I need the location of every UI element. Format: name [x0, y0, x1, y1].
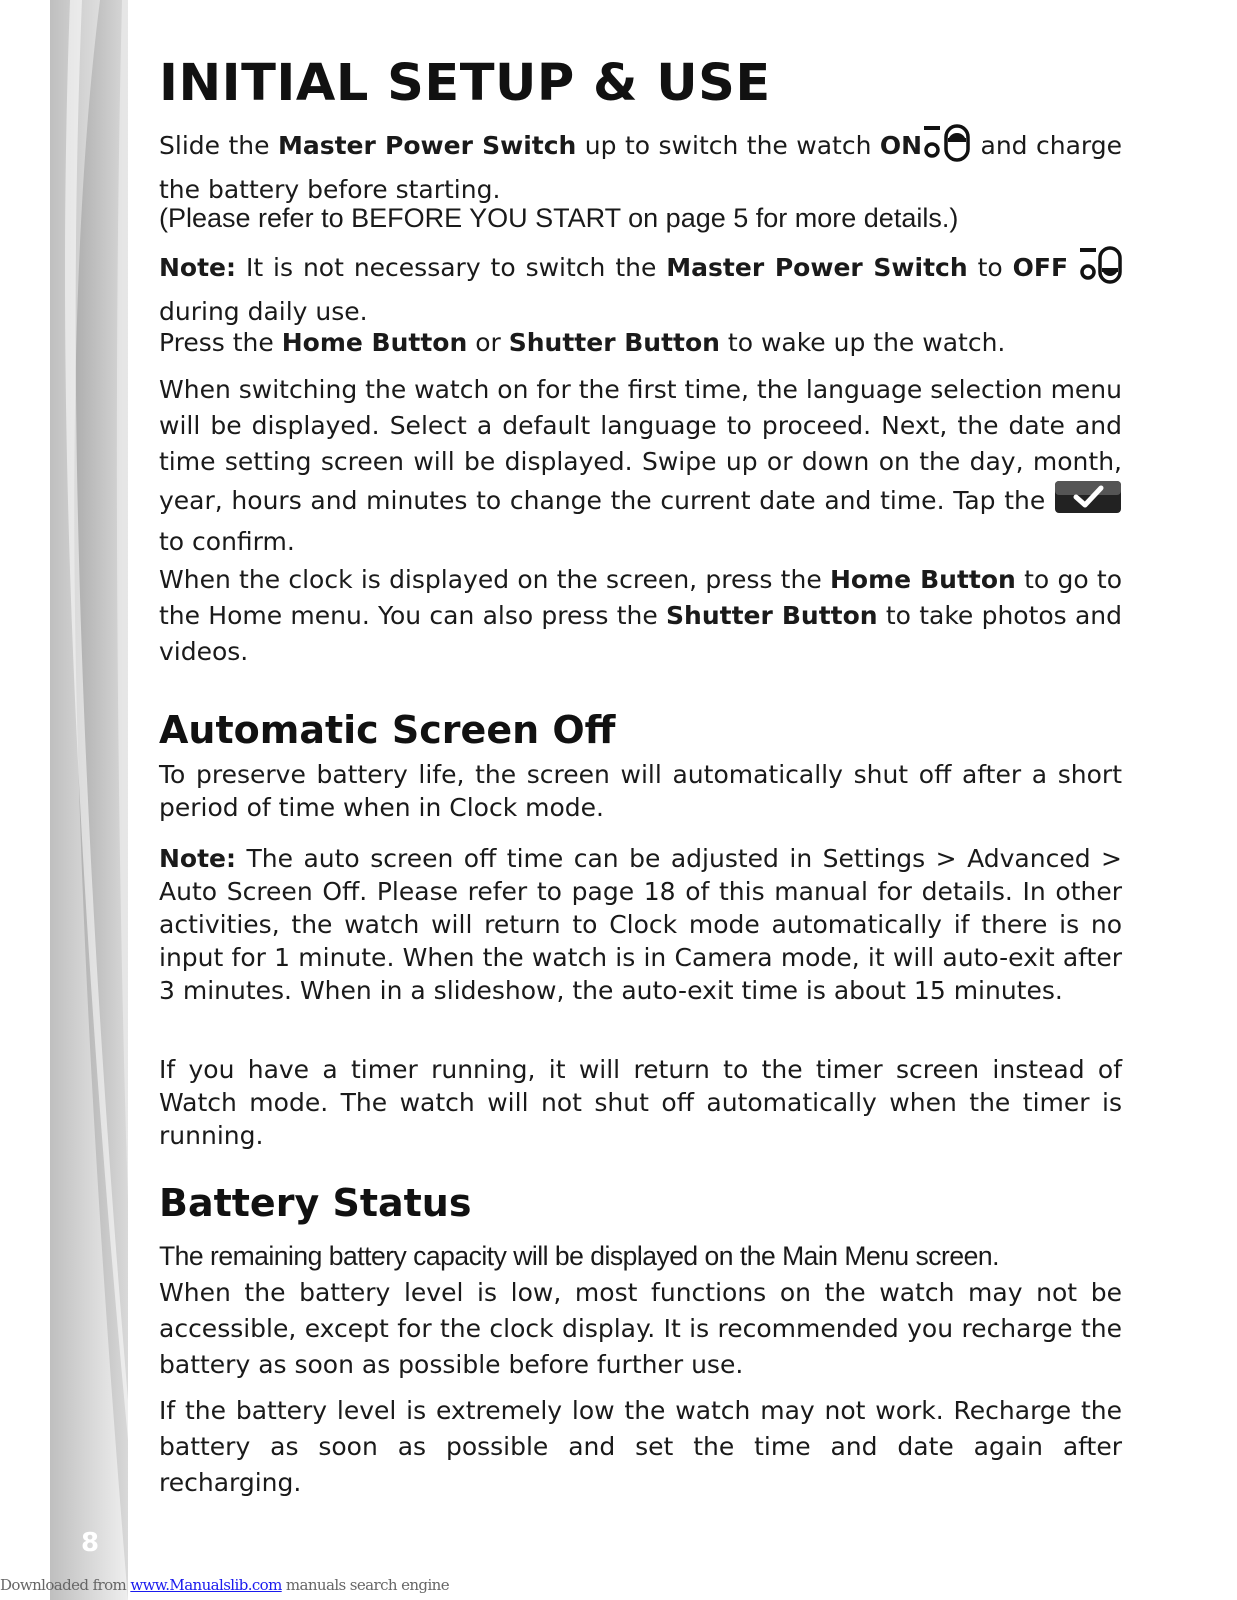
paragraph-battery-capacity: The remaining battery capacity will be displayed on the Main Menu screen. [159, 1241, 999, 1271]
download-footer: Downloaded from www.Manualslib.com manuals search engine [0, 1576, 449, 1594]
paragraph-auto-off-note: Note: The auto screen off time can be adjusted in Settings > Advanced > Auto Screen Off. Please refer to page 18 of this manual for details. In other activities, the watch will return to Clock mode automatically if there is no input for 1 minute. When the watch is in Camera mode, it will auto-exit after 3 minutes. When in a slideshow, the auto-exit time is about 15 minutes. [159, 844, 1122, 1005]
paragraph-note-off: Note: It is not necessary to switch the Master Power Switch to OFF during daily use. [159, 244, 1122, 330]
paragraph-clock: When the clock is displayed on the screen, press the Home Button to go to the Home menu. You can also press the Shutter Button to take photos and videos. [159, 565, 1123, 666]
paragraph-battery-low: When the battery level is low, most functions on the watch may not be accessible, except for the clock display. It is recommended you recharge the battery as soon as possible before further use. [159, 1278, 1122, 1379]
page-number: 8 [80, 1528, 100, 1558]
paragraph-refer: (Please refer to BEFORE YOU START on page 5 for more details.) [159, 203, 959, 233]
paragraph-battery-extreme: If the battery level is extremely low the watch may not work. Recharge the battery as soon as possible and set the time and date again after recharging. [159, 1396, 1122, 1497]
page-title: INITIAL SETUP & USE [159, 54, 771, 113]
side-decoration [0, 0, 130, 1600]
heading-battery-status: Battery Status [159, 1181, 472, 1225]
manualslib-link[interactable]: www.Manualslib.com [130, 1576, 282, 1594]
switch-on-icon [922, 122, 972, 172]
paragraph-timer: If you have a timer running, it will return to the timer screen instead of Watch mode. The watch will not shut off automatically when the timer is running. [159, 1055, 1122, 1150]
paragraph-switch-on: Slide the Master Power Switch up to switch the watch ON and charge the battery before starting. [159, 122, 1122, 208]
switch-off-icon [1078, 244, 1122, 294]
paragraph-wake: Press the Home Button or Shutter Button to wake up the watch. [159, 328, 1006, 357]
heading-automatic-screen-off: Automatic Screen Off [159, 708, 616, 752]
paragraph-preserve-battery: To preserve battery life, the screen will automatically shut off after a short period of time when in Clock mode. [159, 760, 1122, 822]
paragraph-first-time: When switching the watch on for the first time, the language selection menu will be displayed. Select a default language to proceed. Next, the date and time setting screen will be displayed. Swipe up or down on the day, month, year, hours and minutes to change the current date and time. Tap the to confirm. [159, 375, 1122, 556]
confirm-check-icon[interactable] [1054, 480, 1122, 524]
